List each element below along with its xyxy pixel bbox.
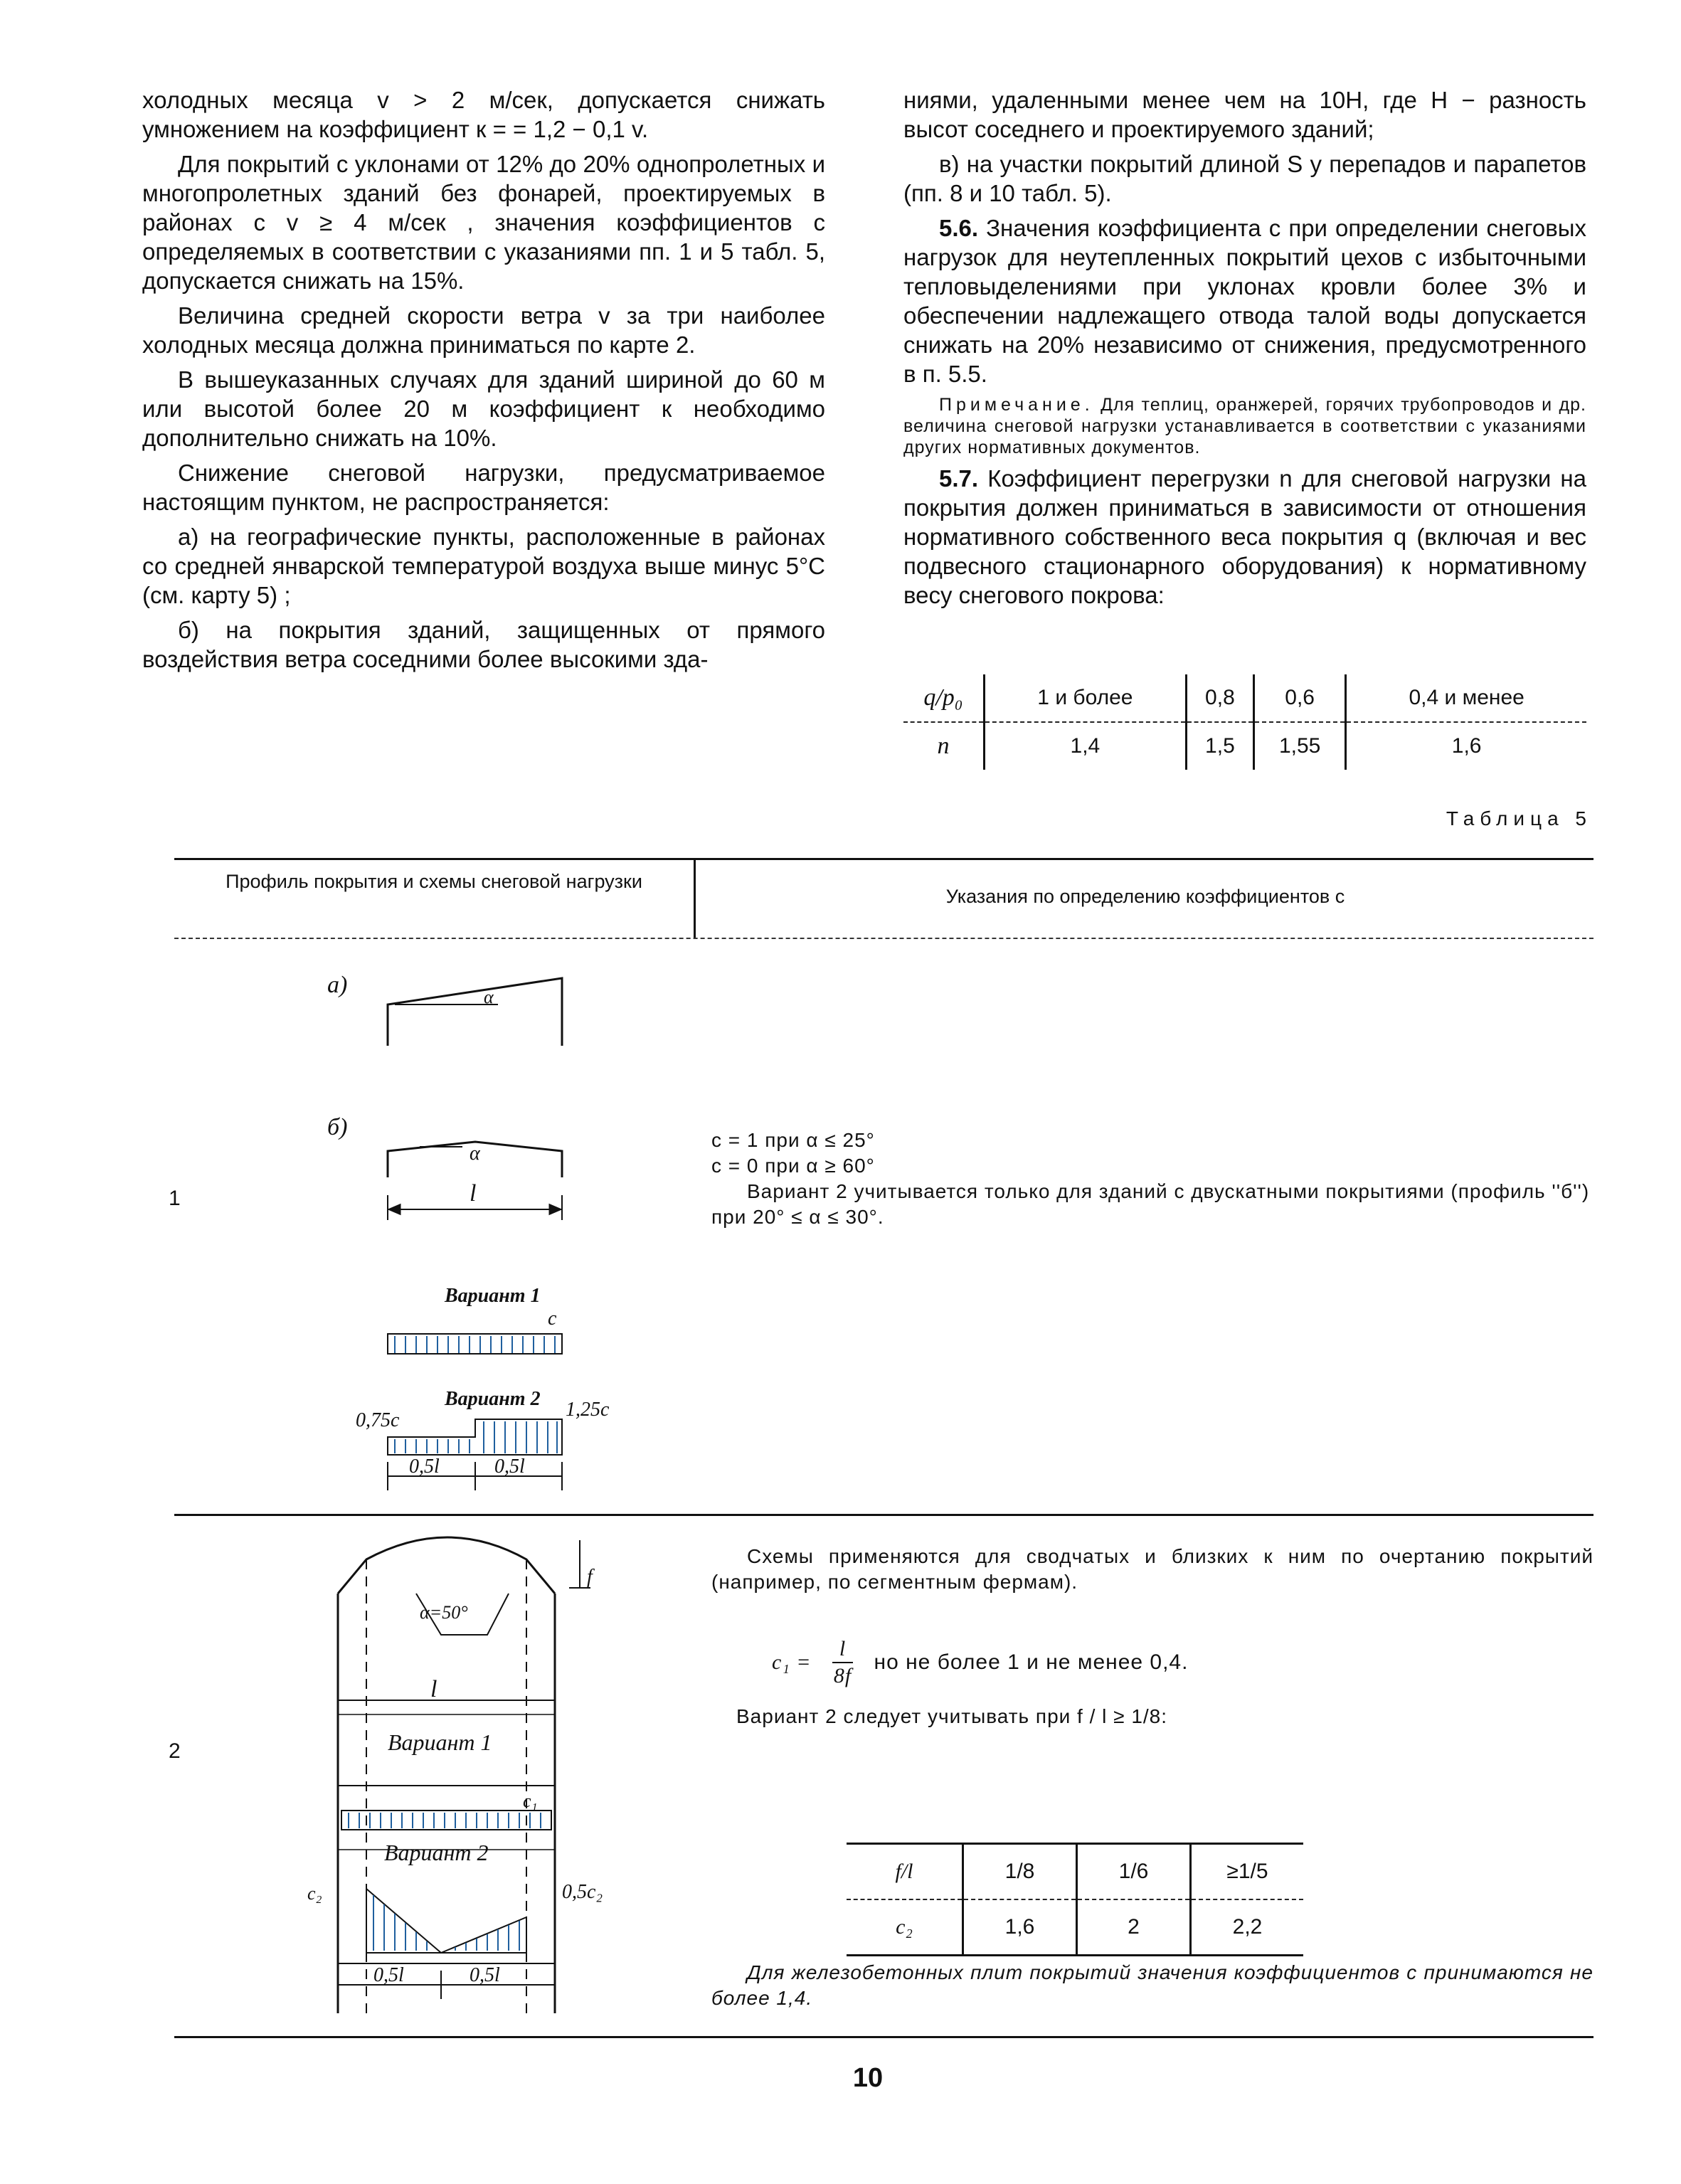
variant2-condition: Вариант 2 следует учитывать при f / l ≥ 1/8: <box>736 1705 1168 1727</box>
paragraph: Снижение снеговой нагрузки, предусматриваемое настоящим пунктом, не распространяется: <box>142 460 825 515</box>
half-span-2: 0,5l <box>494 1456 525 1478</box>
row-number: 1 <box>169 1187 181 1210</box>
paragraph: ниями, удаленными менее чем на 10H, где H − разность высот соседнего и проектируемого зданий; <box>903 87 1586 142</box>
formula-numerator: l <box>832 1636 853 1663</box>
arch-c2-left: c₂ <box>307 1883 322 1904</box>
paragraph: холодных месяца v > 2 м/сек, допускается снижать умножением на коэффициент к = = 1,2 − 0,1 v. <box>142 87 825 142</box>
table-caption: Таблица 5 <box>1446 807 1592 829</box>
formula-fraction <box>832 1636 853 1689</box>
table-cell: 1,55 <box>1254 722 1346 770</box>
table-bottom-rule <box>174 2036 1593 2038</box>
table-cell: f/l <box>847 1844 963 1900</box>
table-cell: 0,6 <box>1254 674 1346 722</box>
row2-footnote <box>711 1960 1593 2017</box>
formula-denominator: 8f <box>833 1664 852 1687</box>
label-a: а) <box>327 972 348 998</box>
variant1-c: c <box>548 1308 557 1330</box>
note-label: Примечание. <box>939 395 1094 415</box>
variant1-label: Вариант 1 <box>445 1285 541 1307</box>
formula-limits: но не более 1 и не менее 0,4. <box>874 1650 1189 1674</box>
variant-note: Вариант 2 учитывается только для зданий с двускатными покрытиями (профиль ''б'') при 20° ≤ α ≤ 30°. <box>711 1180 1590 1228</box>
arch-variant1-label: Вариант 1 <box>388 1729 492 1755</box>
table-cell: 1,5 <box>1186 722 1253 770</box>
arch-half-span-2: 0,5l <box>470 1964 500 1986</box>
paragraph-text: Коэффициент перегрузки n для снеговой нагрузки на покрытия должен приниматься в зависимости от отношения нормативного собственного веса покрытия q (включая и вес подвесного стационарного оборудования) к нормативному весу снегового покрова: <box>903 465 1587 608</box>
paragraph: Для железобетонных плит покрытий значения коэффициентов c принимаются не более 1,4. <box>711 1961 1593 2009</box>
formula-line: c = 0 при α ≥ 60° <box>711 1155 875 1177</box>
arch-span: l <box>430 1676 438 1702</box>
paragraph: в) на участки покрытий длиной S у перепадов и парапетов (пп. 8 и 10 табл. 5). <box>903 151 1586 206</box>
row-number: 2 <box>169 1739 181 1763</box>
paragraph: а) на географические пункты, расположенные в районах со средней январской температурой воздуха выше минус 5°С (см. карту 5) ; <box>142 524 825 608</box>
label-b: б) <box>327 1114 348 1140</box>
column-header-profile: Профиль покрытия и схемы снеговой нагрузки <box>226 871 642 892</box>
paragraph: Схемы применяются для сводчатых и близких к ним по очертанию покрытий (например, по сегментным фермам). <box>711 1545 1593 1593</box>
arch-profile-outline <box>338 1537 555 1594</box>
formula-line: c = 1 при α ≤ 25° <box>711 1129 875 1151</box>
section-number: 5.6. <box>939 215 979 241</box>
variant2-label: Вариант 2 <box>445 1388 541 1410</box>
arch-variant2-load <box>366 1889 526 1953</box>
span-label: l <box>470 1180 477 1207</box>
variant2-right-load: 1,25c <box>566 1399 610 1421</box>
table-cell: ≥1/5 <box>1191 1844 1304 1900</box>
paragraph: Для покрытий с уклонами от 12% до 20% однопролетных и многопролетных зданий без фонарей, проектируемых в районах с v ≥ 4 м/сек , значения коэффициентов c определяемых в соответствии с указаниями пп. 1 и 5 табл. 5, допускается снижать на 15%. <box>142 151 825 294</box>
table-cell: 0,4 и менее <box>1346 674 1586 722</box>
paragraph: б) на покрытия зданий, защищенных от прямого воздействия ветра соседними более высокими зда- <box>142 617 825 672</box>
c1-formula <box>772 1636 1188 1689</box>
arch-variant2-label: Вариант 2 <box>384 1840 489 1865</box>
arch-c2-right: 0,5c₂ <box>562 1881 603 1903</box>
alpha-b: α <box>470 1143 480 1165</box>
table-cell: 1/8 <box>963 1844 1077 1900</box>
arch-angle: α=50° <box>420 1602 468 1623</box>
formula-lhs: c₁ = <box>772 1650 812 1674</box>
paragraph: В вышеуказанных случаях для зданий шириной до 60 м или высотой более 20 м коэффициент к необходимо дополнительно снижать на 10%. <box>142 366 825 451</box>
table-cell: 2,2 <box>1191 1899 1304 1956</box>
note-text: Для теплиц, оранжерей, горячих трубопроводов и др. величина снеговой нагрузки устанавливается в соответствии с указаниями других нормативных документов. <box>903 395 1586 457</box>
section-number: 5.7. <box>939 465 979 492</box>
table-row <box>847 1844 1303 1900</box>
table-cell: 1,6 <box>1346 722 1586 770</box>
table-cell: 0,8 <box>1186 674 1253 722</box>
row1-instructions <box>711 1128 1593 1236</box>
row2-intro <box>711 1544 1593 1601</box>
variant2-left-load: 0,75c <box>356 1409 400 1431</box>
paragraph: Величина средней скорости ветра v за три наиболее холодных месяца должна приниматься по карте 2. <box>142 302 825 358</box>
variant1-load-block <box>388 1334 562 1354</box>
table-cell: 1/6 <box>1077 1844 1191 1900</box>
table-cell: q/p₀ <box>903 674 985 722</box>
table-row <box>847 1899 1303 1956</box>
paragraph-text: Значения коэффициента c при определении снеговых нагрузок для неутепленных покрытий цехов с избыточными тепловыделениями при уклонах кровли более 3% и обеспечении надлежащего отвода талой воды допускается снижать на 20% независимо от снижения, предусмотренного в п. 5.5. <box>903 215 1586 387</box>
header-text: Указания по определению коэффициентов c <box>945 886 1345 907</box>
page-number: 10 <box>852 2063 884 2093</box>
table-cell: 1 и более <box>985 674 1187 722</box>
table-cell: n <box>937 733 950 759</box>
profile-a-outline <box>388 978 562 1046</box>
table-cell: 2 <box>1077 1899 1191 1956</box>
arch-variant1-c1: c₁ <box>523 1791 538 1811</box>
table-cell: 1,4 <box>985 722 1187 770</box>
c2-table <box>847 1843 1303 1956</box>
row-divider <box>174 1514 1593 1516</box>
rise-f: f <box>587 1566 593 1588</box>
alpha-a: α <box>484 987 494 1007</box>
table-cell: 1,6 <box>963 1899 1077 1956</box>
table-cell: c₂ <box>847 1899 963 1956</box>
half-span-1: 0,5l <box>409 1456 440 1478</box>
arch-half-span-1: 0,5l <box>373 1964 404 1986</box>
variant2-load-block <box>388 1419 562 1455</box>
